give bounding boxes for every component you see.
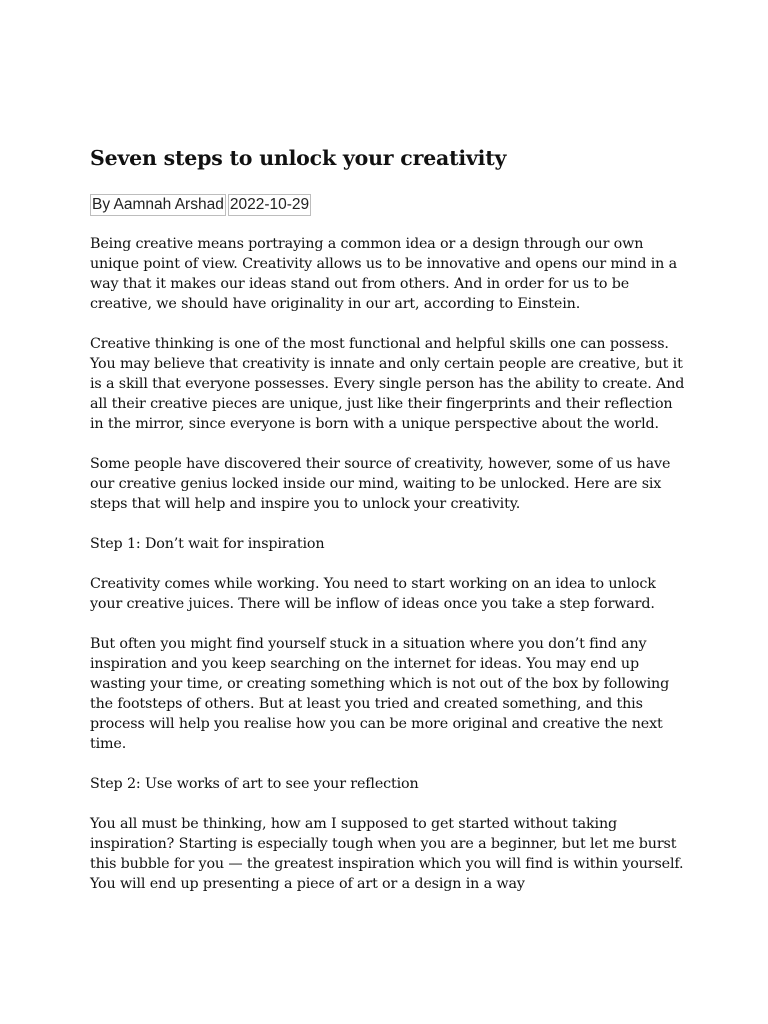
paragraph-step-1-a: Creativity comes while working. You need to start working on an idea to unlock your creative juices. There will be inflow of ideas once you take a step forward.	[90, 576, 656, 612]
paragraph-six-steps: Some people have discovered their source of creativity, however, some of us have our creative genius locked inside our mind, waiting to be unlocked. Here are six steps that will help and inspire you to unlock your creativity.	[90, 456, 671, 512]
article-title: Seven steps to unlock your creativity	[90, 146, 507, 170]
article	[90, 143, 690, 914]
paragraph-step-2-a: You all must be thinking, how am I supposed to get started without taking inspiration? Starting is especially tough when you are a beginner, but let me burst this bubble for you — the greatest inspiration which you will find is within yourself. You will end up presenting a piece of art or a design in a way	[90, 816, 684, 892]
publish-date: 2022-10-29	[228, 194, 311, 216]
paragraph-step-1-b: But often you might find yourself stuck in a situation where you don’t find any inspiration and you keep searching on the internet for ideas. You may end up wasting your time, or creating something which is not out of the box by following the footsteps of others. But at least you tried and created something, and this process will help you realise how you can be more original and creative the next time.	[90, 636, 670, 752]
step-1-heading: Step 1: Don’t wait for inspiration	[90, 536, 325, 552]
paragraph-intro: Being creative means portraying a common idea or a design through our own unique point of view. Creativity allows us to be innovative and opens our mind in a way that it makes our ideas stand out from others. And in order for us to be creative, we should have originality in our art, according to Einstein.	[90, 236, 677, 312]
article-body	[90, 234, 690, 894]
step-2-heading: Step 2: Use works of art to see your reflection	[90, 776, 419, 792]
paragraph-creative-thinking: Creative thinking is one of the most functional and helpful skills one can possess. You may believe that creativity is innate and only certain people are creative, but it is a skill that everyone possesses. Every single person has the ability to create. And all their creative pieces are unique, just like their fingerprints and their reflection in the mirror, since everyone is born with a unique perspective about the world.	[90, 336, 685, 432]
article-meta	[90, 194, 690, 216]
author-byline: By Aamnah Arshad	[90, 194, 226, 216]
